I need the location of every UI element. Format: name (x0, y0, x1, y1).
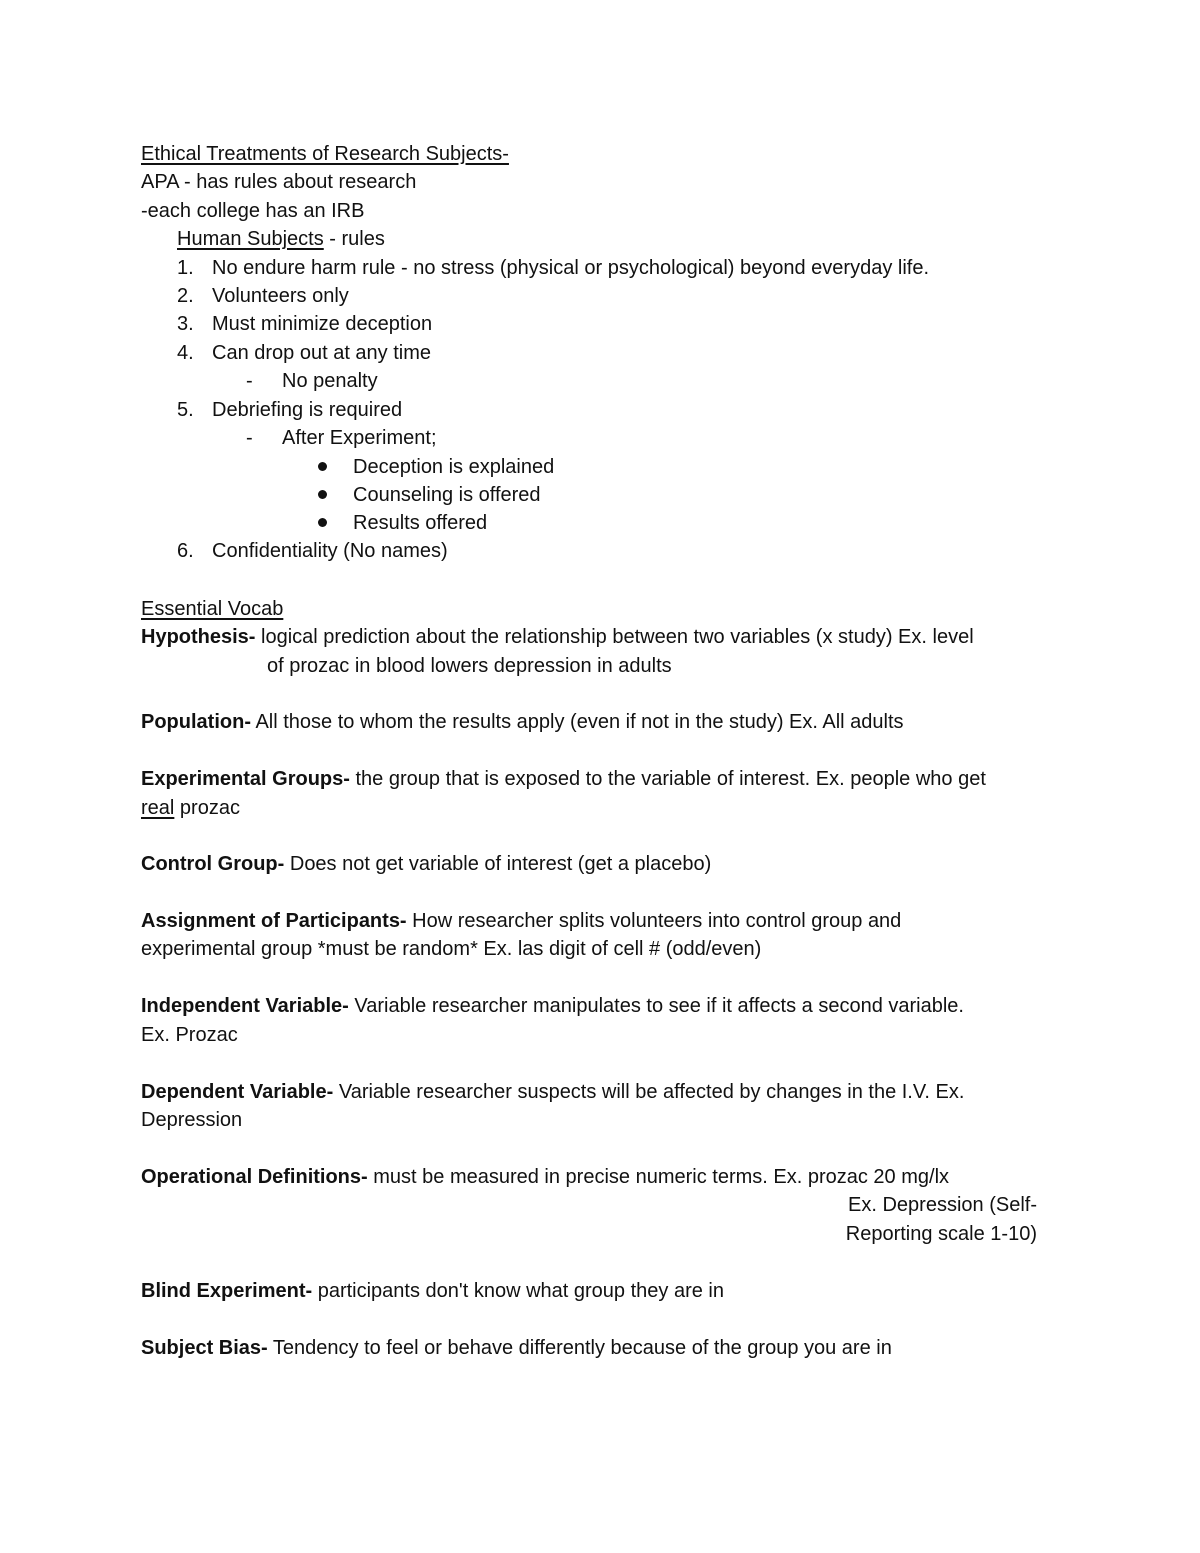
vocab-term: Control Group- (141, 853, 285, 875)
rule-text: Must minimize deception (212, 313, 433, 335)
vocab-term: Assignment of Participants- (141, 910, 407, 932)
rule-number: 1. (177, 257, 194, 279)
rule-item-5 (177, 396, 402, 424)
bullet-icon (318, 462, 327, 471)
rule-text: Debriefing is required (212, 399, 403, 421)
rule-text: No endure harm rule - no stress (physical or psychological) beyond everyday life. (212, 257, 930, 279)
rule-number: 6. (177, 540, 194, 562)
vocab-term: Subject Bias- (141, 1337, 268, 1359)
bullet-icon (318, 518, 327, 527)
rule-number: 4. (177, 342, 194, 364)
subitem-text: After Experiment; (282, 427, 437, 449)
vocab-independent-variable-cont: Ex. Prozac (141, 1024, 238, 1046)
vocab-subject-bias (141, 1334, 892, 1362)
dash-marker: - (246, 370, 253, 392)
vocab-heading: Essential Vocab (141, 598, 284, 620)
vocab-term: Experimental Groups- (141, 768, 350, 790)
subitem-text: No penalty (282, 370, 378, 392)
rule-item-4 (177, 339, 431, 367)
rule-item-1 (177, 254, 929, 282)
vocab-term: Population- (141, 711, 251, 733)
vocab-definition: logical prediction about the relationship between two variables (x study) Ex. level (255, 626, 974, 648)
rule-item-6 (177, 537, 448, 565)
vocab-assignment (141, 907, 901, 935)
human-subjects-line (177, 225, 385, 253)
vocab-control-group (141, 850, 711, 878)
rule-number: 3. (177, 313, 194, 335)
rule-4-subitem (246, 367, 378, 395)
bullet-icon (318, 490, 327, 499)
vocab-definition: participants don't know what group they are in (312, 1280, 724, 1302)
dash-marker: - (246, 427, 253, 449)
vocab-assignment-cont: experimental group *must be random* Ex. las digit of cell # (odd/even) (141, 938, 762, 960)
vocab-definition: How researcher splits volunteers into control group and (406, 910, 902, 932)
apa-line: APA - has rules about research (141, 171, 417, 193)
vocab-operational-definitions-cont2: Reporting scale 1-10) (845, 1223, 1037, 1245)
vocab-definition: All those to whom the results apply (even if not in the study) Ex. All adults (250, 711, 904, 733)
vocab-independent-variable (141, 992, 964, 1020)
vocab-dependent-variable (141, 1078, 964, 1106)
vocab-definition: Variable researcher suspects will be affected by changes in the I.V. Ex. (333, 1081, 965, 1103)
vocab-definition: the group that is exposed to the variable of interest. Ex. people who get (349, 768, 986, 790)
human-subjects-suffix: - rules (323, 228, 385, 250)
vocab-hypothesis-cont: of prozac in blood lowers depression in adults (267, 655, 672, 677)
vocab-hypothesis (141, 623, 974, 651)
vocab-term: Dependent Variable- (141, 1081, 334, 1103)
vocab-term: Blind Experiment- (141, 1280, 313, 1302)
bullet-text: Results offered (353, 512, 488, 534)
bullet-text: Deception is explained (353, 456, 555, 478)
vocab-blind-experiment (141, 1277, 724, 1305)
bullet-text: Counseling is offered (353, 484, 541, 506)
vocab-population (141, 708, 904, 736)
irb-line: -each college has an IRB (141, 200, 365, 222)
bullet-item (318, 481, 541, 509)
bullet-item (318, 453, 554, 481)
vocab-definition: Variable researcher manipulates to see if it affects a second variable. (348, 995, 964, 1017)
human-subjects-heading: Human Subjects (177, 228, 324, 250)
vocab-experimental-groups-cont (141, 794, 240, 822)
vocab-operational-definitions (141, 1163, 949, 1191)
ethics-heading: Ethical Treatments of Research Subjects- (141, 143, 509, 165)
vocab-term: Independent Variable- (141, 995, 349, 1017)
vocab-operational-definitions-cont1: Ex. Depression (Self- (848, 1194, 1037, 1216)
rule-item-2 (177, 282, 349, 310)
rule-number: 5. (177, 399, 194, 421)
rule-text: Can drop out at any time (212, 342, 432, 364)
rule-number: 2. (177, 285, 194, 307)
definition-cont: prozac (174, 797, 240, 819)
vocab-definition: must be measured in precise numeric terms. Ex. prozac 20 mg/lx (367, 1166, 950, 1188)
rule-5-subitem (246, 424, 437, 452)
rule-text: Confidentiality (No names) (212, 540, 448, 562)
rule-item-3 (177, 310, 432, 338)
vocab-dependent-variable-cont: Depression (141, 1109, 243, 1131)
vocab-term: Operational Definitions- (141, 1166, 368, 1188)
vocab-experimental-groups (141, 765, 986, 793)
bullet-item (318, 509, 487, 537)
rule-text: Volunteers only (212, 285, 349, 307)
vocab-definition: Tendency to feel or behave differently because of the group you are in (267, 1337, 892, 1359)
vocab-term: Hypothesis- (141, 626, 256, 648)
vocab-definition: Does not get variable of interest (get a placebo) (284, 853, 712, 875)
emphasis-word: real (141, 797, 175, 819)
